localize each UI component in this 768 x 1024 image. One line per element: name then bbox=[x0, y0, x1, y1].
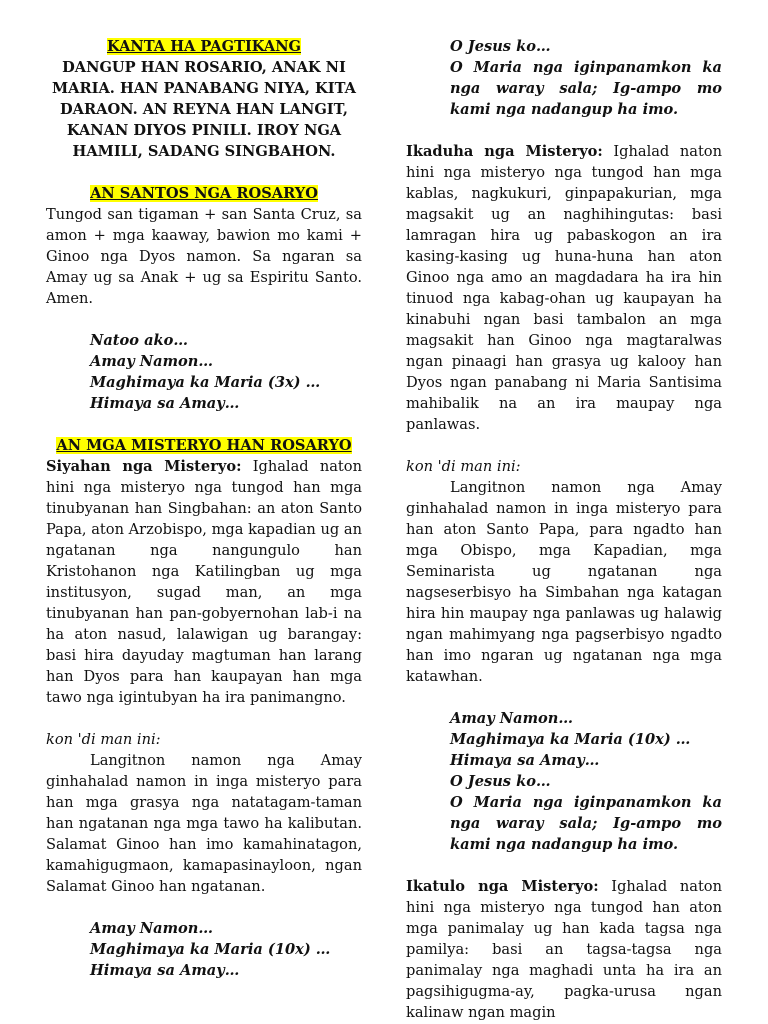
second-mystery-text: Ighalad naton hini nga misteryo nga tungod han mga kablas, nagkukuri, ginpapakurian, mga magsakit ug an naghihingutas: basi lamragan hira ug pabaskogon an ira kasing-kasing ug huna-huna han aton Ginoo nga amo an magdadara ha ira hin tinuod nga kabag-ohan ug kaupayan ha kinabuhi ngan basi tambalon an mga magsakit han Ginoo nga magtaralwas ngan pinaagi han grasya ug kalooy han Dyos ngan panabang ni Maria Santisima mahibalik na an ira maupay nga panlawas. bbox=[406, 143, 722, 433]
second-mystery-label: Ikaduha nga Misteryo: bbox=[406, 143, 603, 160]
left-column bbox=[46, 36, 362, 981]
kon-label: kon 'di man ini: bbox=[406, 458, 521, 475]
prayer-line: O Maria nga iginpanamkon ka nga waray sala; Ig-ampo mo kami nga nadangup ha imo. bbox=[450, 794, 722, 853]
first-mystery-paragraph bbox=[46, 456, 362, 708]
first-mystery-alt: Langitnon namon nga Amay ginhahalad namon in inga misteryo para han mga grasya nga natatagam-taman han ngatanan nga mga tawo ha kalibutan. Salamat Ginoo han imo kamahinatagon, kamahigugmaon, kamapasinayloon, ngan Salamat Ginoo han ngatanan. bbox=[46, 752, 362, 895]
song-line: KANAN DIYOS PINILI. IROY NGA bbox=[66, 122, 342, 139]
prayer-line: Maghimaya ka Maria (10x) … bbox=[450, 731, 691, 748]
first-mystery-text: Ighalad naton hini nga misteryo nga tungod han mga tinubyanan han Singbahan: an aton Santo Papa, aton Arzobispo, mga kapadian ug an ngatanan nga nangungulo han Kristohanon nga Katilingban ug mga institusyon, sugad man, an mga tinubyanan han pan-gobyernohan lab-i na ha aton nasud, lalawigan ug barangay: basi hira dayuday magtuman han larang han Dyos para han kaupayan han mga tawo nga igintubyan ha ira panimangno. bbox=[46, 458, 362, 706]
prayer-line: Himaya sa Amay… bbox=[90, 962, 240, 979]
third-mystery-label: Ikatulo nga Misteryo: bbox=[406, 878, 599, 895]
song-line: DANGUP HAN ROSARIO, ANAK NI bbox=[62, 59, 346, 76]
prayer-line: Maghimaya ka Maria (3x) … bbox=[90, 374, 321, 391]
second-mystery-alt: Langitnon namon nga Amay ginhahalad namon in inga misteryo para han aton Santo Papa, para ngadto han mga Obispo, mga Kapadian, mga Seminarista ug ngatanan nga nagseserbisyo ha Simbahan nga katagan hira hin maupay nga panlawas ug halawig ngan mahimyang nga pagserbisyo ngadto han imo ngaran ug ngatanan nga mga katawhan. bbox=[406, 479, 722, 685]
prayer-line: O Jesus ko… bbox=[450, 38, 551, 55]
prayer-line: Himaya sa Amay… bbox=[450, 752, 600, 769]
first-mystery-label: Siyahan nga Misteryo: bbox=[46, 458, 242, 475]
prayer-line: Maghimaya ka Maria (10x) … bbox=[90, 941, 331, 958]
prayer-line: Himaya sa Amay… bbox=[90, 395, 240, 412]
santos-text: Tungod san tigaman + san Santa Cruz, sa amon + mga kaaway, bawion mo kami + Ginoo nga Dyos namon. Sa ngaran sa Amay ug sa Anak + ug sa Espiritu Santo. Amen. bbox=[46, 206, 362, 307]
prayer-line: Amay Namon… bbox=[90, 353, 213, 370]
song-line: DARAON. AN REYNA HAN LANGIT, bbox=[60, 101, 348, 118]
third-mystery-paragraph bbox=[406, 876, 722, 1023]
prayer-line: O Jesus ko… bbox=[450, 773, 551, 790]
santos-title: AN SANTOS NGA ROSARYO bbox=[90, 185, 318, 202]
right-column bbox=[406, 36, 722, 1023]
prayer-line: Natoo ako… bbox=[90, 332, 188, 349]
song-line: HAMILI, SADANG SINGBAHON. bbox=[72, 143, 336, 160]
prayer-line: Amay Namon… bbox=[450, 710, 573, 727]
misteryo-title: AN MGA MISTERYO HAN ROSARYO bbox=[56, 437, 352, 454]
prayer-line: Amay Namon… bbox=[90, 920, 213, 937]
second-mystery-paragraph bbox=[406, 141, 722, 435]
song-line: MARIA. HAN PANABANG NIYA, KITA bbox=[52, 80, 356, 97]
kon-label: kon 'di man ini: bbox=[46, 731, 161, 748]
prayer-line: O Maria nga iginpanamkon ka nga waray sala; Ig-ampo mo kami nga nadangup ha imo. bbox=[450, 59, 722, 118]
song-title: KANTA HA PAGTIKANG bbox=[106, 38, 301, 55]
third-mystery-text: Ighalad naton hini nga misteryo nga tungod han aton mga panimalay ug han kada tagsa nga pamilya: basi an tagsa-tagsa nga panimalay nga maghadi unta ha ira an pagsihigugma-ay, pagka-urusa ngan kalinaw ngan magin bbox=[406, 878, 722, 1021]
